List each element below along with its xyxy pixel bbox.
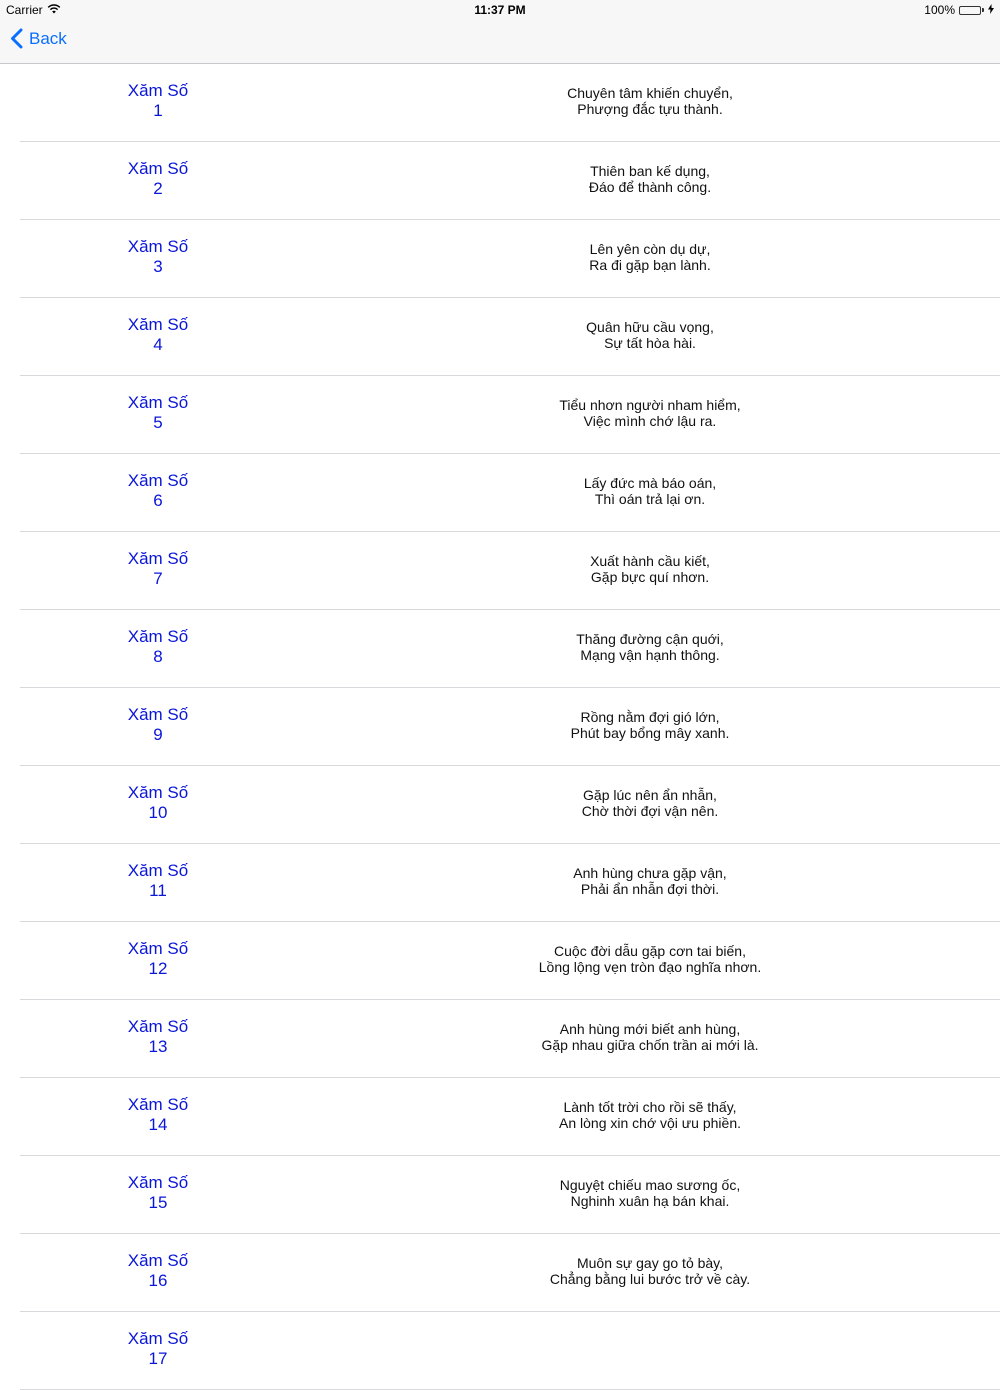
verse-line-2: Phải ẩn nhẫn đợi thời. <box>580 881 720 897</box>
fortune-verse <box>450 241 850 273</box>
list-item[interactable] <box>0 64 1000 142</box>
fortune-verse <box>450 709 850 741</box>
list-item[interactable] <box>0 922 1000 1000</box>
verse-line-1: Quân hữu cầu vọng, <box>586 319 714 335</box>
fortune-number: 15 <box>148 1193 168 1212</box>
fortune-number: 4 <box>153 335 163 354</box>
verse-line-2: Mạng vận hạnh thông. <box>580 647 720 663</box>
verse-line-1: Nguyệt chiếu mao sương ốc, <box>559 1177 741 1193</box>
list-item[interactable] <box>0 1234 1000 1312</box>
fortune-label: Xăm Số <box>127 861 189 880</box>
fortune-label: Xăm Số <box>127 159 189 178</box>
list-item[interactable] <box>0 298 1000 376</box>
fortune-label: Xăm Số <box>127 549 189 568</box>
fortune-number: 9 <box>153 725 163 744</box>
status-bar-right <box>924 3 994 17</box>
verse-line-1: Muôn sự gay go tỏ bày, <box>576 1255 724 1271</box>
battery-percent: 100% <box>924 3 955 17</box>
fortune-verse <box>450 553 850 585</box>
fortune-number: 3 <box>153 257 163 276</box>
list-item[interactable] <box>0 1156 1000 1234</box>
verse-line-1: Rồng nằm đợi gió lớn, <box>580 709 720 725</box>
verse-line-2: Gặp nhau giữa chốn trần ai mới là. <box>541 1037 759 1053</box>
verse-line-2: Chẳng bằng lui bước trở về cày. <box>549 1271 751 1287</box>
fortune-verse <box>450 397 850 429</box>
fortune-number: 5 <box>153 413 163 432</box>
verse-line-1: Lành tốt trời cho rồi sẽ thấy, <box>563 1099 737 1115</box>
fortune-verse <box>450 943 850 975</box>
list-item[interactable] <box>0 220 1000 298</box>
list-item[interactable] <box>0 688 1000 766</box>
verse-line-1: Gặp lúc nên ẩn nhẫn, <box>583 787 717 803</box>
fortune-verse <box>450 475 850 507</box>
fortune-title <box>98 861 218 901</box>
verse-line-1: Anh hùng mới biết anh hùng, <box>559 1021 741 1037</box>
list-item[interactable] <box>0 844 1000 922</box>
fortune-verse <box>450 85 850 117</box>
verse-line-1: Thăng đường cận quới, <box>576 631 724 647</box>
verse-line-2: Ra đi gặp bạn lành. <box>589 257 711 273</box>
fortune-title <box>98 315 218 355</box>
verse-line-2: Lồng lộng vẹn tròn đạo nghĩa nhơn. <box>538 959 762 975</box>
list-item[interactable] <box>0 1312 1000 1390</box>
fortune-label: Xăm Số <box>127 783 189 802</box>
fortune-verse <box>450 163 850 195</box>
list-item[interactable] <box>0 1000 1000 1078</box>
carrier-label: Carrier <box>6 3 43 17</box>
fortune-number: 14 <box>148 1115 168 1134</box>
fortune-number: 7 <box>153 569 163 588</box>
back-label: Back <box>29 28 67 48</box>
fortune-number: 13 <box>148 1037 168 1056</box>
fortune-number: 8 <box>153 647 163 666</box>
list-item[interactable] <box>0 532 1000 610</box>
fortune-verse <box>450 1255 850 1287</box>
fortune-label: Xăm Số <box>127 315 189 334</box>
verse-line-1: Thiên ban kế dụng, <box>590 163 710 179</box>
fortune-title <box>98 627 218 667</box>
navigation-bar <box>0 20 1000 64</box>
verse-line-1: Lên yên còn dụ dự, <box>589 241 711 257</box>
list-item[interactable] <box>0 454 1000 532</box>
list-item[interactable] <box>0 766 1000 844</box>
status-bar <box>0 0 1000 20</box>
fortune-number: 16 <box>148 1271 168 1290</box>
fortune-label: Xăm Số <box>127 627 189 646</box>
back-button[interactable] <box>10 28 67 49</box>
charging-icon <box>988 3 994 17</box>
fortune-title <box>98 939 218 979</box>
fortune-number: 12 <box>148 959 168 978</box>
fortune-verse <box>450 1177 850 1209</box>
battery-icon <box>959 6 984 15</box>
verse-line-2: An lòng xin chớ vội ưu phiền. <box>559 1115 741 1131</box>
verse-line-1: Tiểu nhơn người nham hiểm, <box>559 397 741 413</box>
fortune-label: Xăm Số <box>127 1251 189 1270</box>
verse-line-1: Chuyên tâm khiến chuyển, <box>567 85 733 101</box>
verse-line-1: Anh hùng chưa gặp vận, <box>573 865 727 881</box>
fortune-label: Xăm Số <box>127 705 189 724</box>
verse-line-2: Thì oán trả lại ơn. <box>594 491 706 507</box>
fortune-verse <box>450 319 850 351</box>
fortune-title <box>98 237 218 277</box>
fortune-title <box>98 393 218 433</box>
fortune-title <box>98 549 218 589</box>
fortune-title <box>98 1017 218 1057</box>
fortune-number: 6 <box>153 491 163 510</box>
fortune-label: Xăm Số <box>127 393 189 412</box>
fortune-verse <box>450 1021 850 1053</box>
fortune-list <box>0 64 1000 1390</box>
list-item[interactable] <box>0 376 1000 454</box>
verse-line-1: Lấy đức mà báo oán, <box>583 475 717 491</box>
fortune-verse <box>450 631 850 663</box>
chevron-left-icon <box>10 28 23 49</box>
fortune-label: Xăm Số <box>127 1329 189 1348</box>
fortune-title <box>98 1095 218 1135</box>
fortune-title <box>98 783 218 823</box>
verse-line-2: Sự tất hòa hài. <box>604 335 696 351</box>
fortune-title <box>98 1329 218 1369</box>
fortune-label: Xăm Số <box>127 1173 189 1192</box>
fortune-label: Xăm Số <box>127 939 189 958</box>
verse-line-2: Gặp bực quí nhơn. <box>590 569 710 585</box>
fortune-verse <box>450 1099 850 1131</box>
verse-line-2: Đáo để thành công. <box>588 179 712 195</box>
fortune-verse <box>450 865 850 897</box>
fortune-title <box>98 471 218 511</box>
fortune-number: 11 <box>149 881 167 900</box>
fortune-title <box>98 1173 218 1213</box>
list-item[interactable] <box>0 1078 1000 1156</box>
verse-line-2: Phượng đắc tựu thành. <box>577 101 723 117</box>
fortune-title <box>98 1251 218 1291</box>
fortune-title <box>98 705 218 745</box>
verse-line-1: Xuất hành cầu kiết, <box>590 553 710 569</box>
fortune-number: 17 <box>148 1349 168 1368</box>
fortune-label: Xăm Số <box>127 1017 189 1036</box>
fortune-label: Xăm Số <box>127 1095 189 1114</box>
fortune-title <box>98 159 218 199</box>
fortune-number: 10 <box>148 803 168 822</box>
fortune-number: 1 <box>153 101 163 120</box>
fortune-label: Xăm Số <box>127 471 189 490</box>
list-item[interactable] <box>0 610 1000 688</box>
fortune-title <box>98 81 218 121</box>
verse-line-2: Nghinh xuân hạ bán khai. <box>570 1193 730 1209</box>
list-item[interactable] <box>0 142 1000 220</box>
fortune-verse <box>450 787 850 819</box>
verse-line-2: Việc mình chớ lậu ra. <box>583 413 717 429</box>
verse-line-1: Cuộc đời dẫu gặp cơn tai biến, <box>554 943 746 959</box>
fortune-number: 2 <box>153 179 163 198</box>
verse-line-2: Phút bay bổng mây xanh. <box>570 725 730 741</box>
status-time: 11:37 PM <box>474 3 526 17</box>
fortune-label: Xăm Số <box>127 237 189 256</box>
fortune-label: Xăm Số <box>127 81 189 100</box>
verse-line-2: Chờ thời đợi vận nên. <box>581 803 719 819</box>
